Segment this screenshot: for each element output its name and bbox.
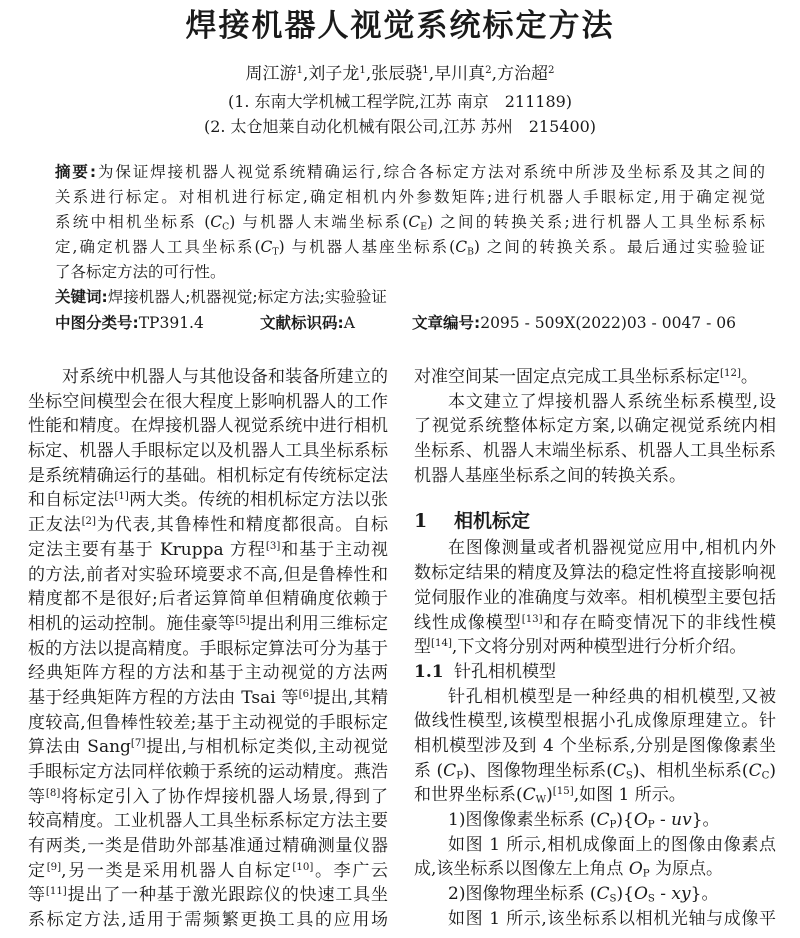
text-line <box>28 464 388 489</box>
section-heading <box>414 506 776 536</box>
math-symbol: C <box>612 760 626 781</box>
text-line <box>414 857 776 882</box>
author-affiliation-mark: 2 <box>548 64 555 76</box>
math-symbol: O <box>628 859 643 880</box>
text-line <box>28 760 388 785</box>
text-line <box>414 536 776 561</box>
keywords <box>55 285 765 310</box>
citation-ref: [15] <box>552 786 574 798</box>
article-no-label: 文章编号: <box>412 314 481 332</box>
text-line <box>28 439 388 464</box>
citation-ref: [9] <box>46 861 62 873</box>
text-line <box>414 611 776 636</box>
text-run: 线性成像模型 <box>414 612 522 633</box>
abstract-line <box>55 160 765 185</box>
text-run: 提出,与相机标定类似,主动视觉 <box>145 737 388 758</box>
text-run: 经典矩阵方程的方法和基于主动视觉的方法两 <box>28 663 388 684</box>
clc-value: TP391.4 <box>138 314 204 332</box>
text-line <box>414 365 776 390</box>
text-run: 算法由 Sang <box>28 737 131 758</box>
text-run: 为保证焊接机器人视觉系统精确运行,综合各标定方法对系统中所涉及坐标系及其之间的 <box>96 163 765 181</box>
math-symbol: C <box>596 884 610 905</box>
keywords-value: 焊接机器人;机器视觉;标定方法;实验验证 <box>107 288 387 306</box>
math-subscript: C <box>761 770 770 782</box>
text-run: ) 之间的转换关系;进行机器人工具坐标系标 <box>427 213 765 231</box>
text-run: 两大类。传统的相机标定方法以张 <box>128 490 388 511</box>
text-run: 。李广云 <box>313 860 388 881</box>
citation-ref: [14] <box>431 638 452 650</box>
text-line <box>414 439 776 464</box>
text-run: ) 之间的转换关系。最后通过实验验证 <box>473 238 765 256</box>
text-line <box>28 414 388 439</box>
text-run: 2)图像物理坐标系 ( <box>448 884 597 905</box>
text-line <box>28 587 388 612</box>
text-run: ,如图 1 所示。 <box>573 785 686 806</box>
text-run: 成,该坐标系以图像左上角点 <box>414 859 629 880</box>
clc-label: 中图分类号: <box>55 314 139 332</box>
author-affiliation-mark: 1 <box>359 64 366 76</box>
text-run: ){ <box>616 884 634 905</box>
text-run: 板的方法以提高精度。手眼标定算法可分为基于 <box>28 638 388 659</box>
text-run: 机器人基座坐标系之间的转换关系。 <box>414 465 686 486</box>
text-run: )、相机坐标系( <box>632 760 749 781</box>
text-run: 基于经典矩阵方程的方法由 Tsai 等 <box>28 687 299 708</box>
math-subscript: P <box>456 770 464 782</box>
text-run: 标定、机器人手眼标定以及机器人工具坐标系标 <box>28 441 388 462</box>
doc-code-value: A <box>343 314 355 332</box>
text-run: 定法主要有基于 Kruppa 方程 <box>28 539 266 560</box>
text-line <box>28 488 388 513</box>
text-run: 了视觉系统整体标定方案,以确定视觉系统内相 <box>414 416 776 437</box>
text-run: 。 <box>740 367 758 387</box>
text-line <box>414 833 776 858</box>
text-run: 定 <box>28 860 47 881</box>
text-run: 和存在畸变情况下的非线性模 <box>542 612 776 633</box>
text-run: 如图 1 所示,该坐标系以相机光轴与成像平 <box>448 908 776 929</box>
math-subscript: S <box>647 893 655 905</box>
heading-number: 1.1 <box>414 661 444 682</box>
math-symbol: C <box>260 238 273 256</box>
math-symbol: C <box>748 760 762 781</box>
abstract <box>55 160 765 285</box>
math-subscript: S <box>625 770 633 782</box>
subsection-heading <box>414 660 776 685</box>
abstract-line <box>55 185 765 210</box>
citation-ref: [11] <box>45 886 67 898</box>
abstract-line <box>55 210 765 235</box>
text-line <box>28 612 388 637</box>
text-run: 做线性模型,该模型根据小孔成像原理建立。针 <box>414 711 776 732</box>
text-run: 1)图像像素坐标系 ( <box>448 810 597 830</box>
text-run: 了各标定方法的可行性。 <box>55 263 226 281</box>
text-line <box>414 734 776 759</box>
citation-ref: [1] <box>114 491 129 503</box>
text-run: 和自标定法 <box>28 490 115 511</box>
text-line <box>414 635 776 660</box>
text-line <box>414 390 776 415</box>
math-symbol: C <box>210 213 223 231</box>
text-line <box>28 686 388 711</box>
author-list <box>0 62 800 86</box>
doc-code-label: 文献标识码: <box>260 314 344 332</box>
abstract-line <box>55 235 765 260</box>
math-symbol: xy <box>671 884 691 905</box>
text-run: 度较高,但鲁棒性较差;基于主动视觉的手眼标定 <box>28 712 388 733</box>
text-run: 将标定引入了协作焊接机器人场景,得到了 <box>60 786 388 807</box>
body-column-right <box>414 365 776 938</box>
math-symbol: C <box>408 213 421 231</box>
text-line <box>414 808 776 833</box>
text-run: 和基于主动视 <box>280 539 388 560</box>
text-line <box>28 834 388 859</box>
text-run: 相机的运动控制。施佳豪等 <box>28 613 236 634</box>
text-run: }。 <box>690 884 719 905</box>
text-line <box>28 859 388 884</box>
math-subscript: T <box>272 246 279 258</box>
text-run: 关系进行标定。对相机进行标定,确定相机内外参数矩阵;进行机器人手眼标定,用于确定视觉 <box>55 188 765 206</box>
article-no-value: 2095 - 509X(2022)03 - 0047 - 06 <box>480 314 736 332</box>
text-run: 坐标空间模型会在很大程度上影响机器人的工作 <box>28 391 388 412</box>
citation-ref: [6] <box>298 688 314 700</box>
text-run: 较高精度。工业机器人工具坐标系标定方法主要 <box>28 811 388 832</box>
author-name: 刘子龙 <box>308 64 360 84</box>
text-run: ,下文将分别对两种模型进行分析介绍。 <box>451 637 747 658</box>
text-run: 觉伺服作业的准确度与效率。相机模型主要包括 <box>414 587 776 608</box>
text-line <box>414 586 776 611</box>
math-subscript: E <box>420 221 427 233</box>
text-line <box>414 759 776 784</box>
text-line <box>28 513 388 538</box>
text-line <box>28 711 388 736</box>
keywords-label: 关键词: <box>55 288 108 306</box>
text-line <box>414 561 776 586</box>
text-run: 手眼标定方法同样依赖于系统的运动精度。燕浩 <box>28 762 388 782</box>
text-run: 系统中相机坐标系 ( <box>55 213 211 231</box>
abstract-label: 摘要: <box>55 163 97 181</box>
affiliation-1: (1. 东南大学机械工程学院,江苏 南京 211189) <box>227 92 573 111</box>
text-run: ) <box>546 785 553 806</box>
text-line <box>414 907 776 932</box>
text-run: 提出利用三维标定 <box>249 613 388 634</box>
text-run: ) 与机器人基座坐标系( <box>278 238 456 256</box>
citation-ref: [7] <box>130 738 146 750</box>
text-run: 和世界坐标系( <box>414 785 523 806</box>
citation-ref: [12] <box>720 367 741 379</box>
text-line <box>414 882 776 907</box>
text-run: 为代表,其鲁棒性和精度都很高。自标 <box>96 515 388 536</box>
math-subscript: S <box>609 893 617 905</box>
article-metadata <box>55 311 765 336</box>
text-run: 型 <box>414 637 431 658</box>
text-line <box>414 685 776 710</box>
text-run: 等 <box>28 786 46 807</box>
text-run: 对准空间某一固定点完成工具坐标系标定 <box>414 367 720 387</box>
text-run: 数标定结果的精度及算法的稳定性将直接影响视 <box>414 563 776 584</box>
citation-ref: [10] <box>292 861 314 873</box>
math-symbol: C <box>522 785 536 806</box>
spacer <box>414 488 776 506</box>
citation-ref: [8] <box>45 787 61 799</box>
citation-ref: [2] <box>81 516 97 528</box>
text-run: 对系统中机器人与其他设备和装备所建立的 <box>62 367 388 387</box>
text-run: 本文建立了焊接机器人系统坐标系模型,设 <box>448 391 776 412</box>
math-symbol: O <box>633 810 648 830</box>
text-run: 相机模型涉及到 4 个坐标系,分别是图像像素坐 <box>414 735 776 756</box>
text-run: 精度都不是很好;后者运算简单但精确度依赖于 <box>28 589 388 610</box>
author-affiliation-mark: 2 <box>485 64 492 76</box>
text-run: 的方法,前者对实验环境要求不高,但是鲁棒性和 <box>28 564 388 585</box>
text-run: 系标定方法,适用于需频繁更换工具的应用场 <box>28 910 388 931</box>
text-line <box>28 735 388 760</box>
separator: , <box>365 64 372 84</box>
text-line <box>28 883 388 908</box>
citation-ref: [3] <box>265 540 281 552</box>
text-run: ) 与机器人末端坐标系( <box>229 213 409 231</box>
author-affiliation-mark: 1 <box>422 64 429 76</box>
text-run: 性能和精度。在焊接机器人视觉系统中进行相机 <box>28 416 388 437</box>
text-run: }。 <box>691 810 720 830</box>
separator: , <box>428 64 435 84</box>
text-line <box>28 390 388 415</box>
text-run: 在图像测量或者机器视觉应用中,相机内外 <box>448 538 776 559</box>
text-run: 如图 1 所示,相机成像面上的图像由像素点 <box>448 834 776 855</box>
text-run: ){ <box>616 810 634 830</box>
text-run: )、图像物理坐标系( <box>463 760 613 781</box>
text-run: 坐标系、机器人末端坐标系、机器人工具坐标系 <box>414 441 776 462</box>
text-line <box>414 783 776 808</box>
text-line <box>414 414 776 439</box>
math-symbol: C <box>596 810 610 830</box>
text-line <box>414 709 776 734</box>
text-run: 定,确定机器人工具坐标系( <box>55 238 261 256</box>
text-line <box>28 785 388 810</box>
text-run: ) <box>769 760 776 781</box>
heading-title: 针孔相机模型 <box>454 661 556 682</box>
text-run: - <box>654 884 672 905</box>
text-line <box>414 464 776 489</box>
text-run: 针孔相机模型是一种经典的相机模型,又被 <box>448 686 776 707</box>
math-subscript: P <box>642 868 650 880</box>
text-line <box>28 637 388 662</box>
math-symbol: C <box>455 238 468 256</box>
text-line <box>28 908 388 933</box>
text-run: 是系统精确运行的基础。相机标定有传统标定法 <box>28 465 388 486</box>
separator: , <box>302 64 309 84</box>
math-subscript: C <box>222 221 230 233</box>
author-affiliation-mark: 1 <box>296 64 303 76</box>
text-line <box>28 365 388 390</box>
separator: , <box>491 64 498 84</box>
text-run: ,另一类是采用机器人自标定 <box>61 860 293 881</box>
text-line <box>28 809 388 834</box>
text-run: 提出,其精 <box>313 687 388 708</box>
citation-ref: [13] <box>521 613 543 625</box>
math-subscript: P <box>609 819 617 831</box>
heading-title: 相机标定 <box>454 510 531 533</box>
author-name: 方治超 <box>497 64 549 84</box>
math-symbol: C <box>443 760 457 781</box>
text-run: 等 <box>28 885 46 906</box>
paper-title: 焊接机器人视觉系统标定方法 <box>185 8 615 44</box>
affiliation-2: (2. 太仓旭莱自动化机械有限公司,江苏 苏州 215400) <box>203 117 597 136</box>
text-run: 为原点。 <box>649 859 724 880</box>
text-run: 系 ( <box>414 760 444 781</box>
citation-ref: [5] <box>235 614 250 626</box>
text-line <box>28 563 388 588</box>
math-symbol: uv <box>671 810 692 830</box>
text-run: 提出了一种基于激光跟踪仪的快速工具坐 <box>66 885 388 906</box>
text-run: 正友法 <box>28 515 82 536</box>
body-column-left <box>28 365 388 938</box>
heading-number: 1 <box>414 510 428 533</box>
abstract-line <box>55 260 765 285</box>
math-symbol: O <box>633 884 648 905</box>
math-subscript: P <box>647 819 655 831</box>
text-line <box>28 538 388 563</box>
text-run: 有两类,一类是借助外部基准通过精确测量仪器 <box>28 836 388 857</box>
math-subscript: W <box>535 794 547 806</box>
author-name: 早川真 <box>434 64 486 84</box>
author-name: 张辰骁 <box>371 64 423 84</box>
text-line <box>28 661 388 686</box>
author-name: 周江游 <box>245 64 297 84</box>
math-subscript: B <box>467 246 474 258</box>
text-run: - <box>654 810 672 830</box>
